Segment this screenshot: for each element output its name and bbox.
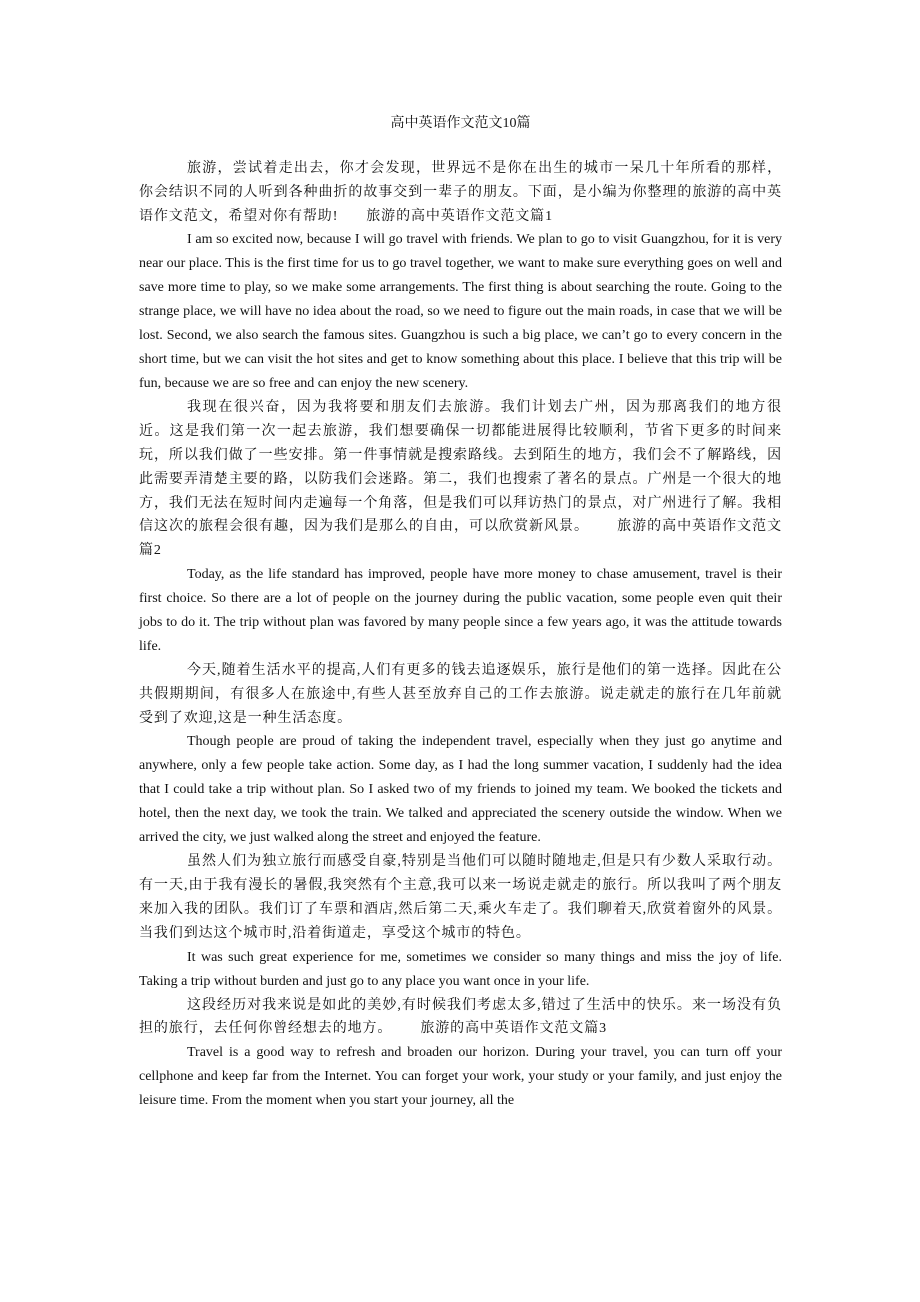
- document-page: [139, 0, 782, 1113]
- section-heading-3: 旅游的高中英语作文范文篇3: [420, 1021, 608, 1037]
- paragraph-essay3-en: Travel is a good way to refresh and broaden our horizon. During your travel, you can turn off your cellphone and keep far from the Internet. You can forget your work, your study or your family, and just enjoy the leisure time. From the moment when you start your journey, all the: [139, 1045, 782, 1109]
- paragraph-text: 旅游，尝试着走出去，你才会发现，世界远不是你在出生的城市一呆几十年所看的那样，你会结识不同的人听到各种曲折的故事交到一辈子的朋友。下面，是小编为你整理的旅游的高中英语作文范文，希望对你有帮助!: [139, 161, 782, 224]
- paragraph-essay2-zh-3: [139, 994, 782, 1042]
- paragraph-essay2-zh-2: 虽然人们为独立旅行而感受自豪,特别是当他们可以随时随地走,但是只有少数人采取行动。有一天,由于我有漫长的暑假,我突然有个主意,我可以来一场说走就走的旅行。所以我叫了两个朋友来加入我的团队。我们订了车票和酒店,然后第二天,乘火车走了。我们聊着天,欣赏着窗外的风景。当我们到达这个城市时,沿着街道走，享受这个城市的特色。: [139, 854, 782, 941]
- paragraph-essay2-en-2: Though people are proud of taking the independent travel, especially when they just go anytime and anywhere, only a few people take action. Some day, as I had the long summer vacation, I suddenly had the idea that I could take a trip without plan. So I asked two of my friends to joined my team. We booked the tickets and hotel, then the next day, we took the train. We talked and appreciated the scenery outside the window. When we arrived the city, we just walked along the street and enjoyed the feature.: [139, 734, 782, 846]
- paragraph-intro-zh: [139, 157, 782, 228]
- document-title: 高中英语作文范文10篇: [390, 116, 531, 131]
- section-heading-1: 旅游的高中英语作文范文篇1: [366, 208, 553, 224]
- paragraph-essay1-en: I am so excited now, because I will go travel with friends. We plan to go to visit Guangzhou, for it is very near our place. This is the first time for us to go travel together, we want to make sure everything goes on well and save more time to play, so we make some arrangements. The first thing is about searching the route. Going to the strange place, we will have no idea about the road, so we need to figure out the main roads, in case that we will be lost. Second, we also search the famous sites. Guangzhou is such a big place, we can’t go to every concern in the short time, but we can visit the hot sites and get to know something about this place. I believe that this trip will be fun, because we are so free and can enjoy the new scenery.: [139, 232, 782, 392]
- document-body: [139, 157, 782, 1113]
- paragraph-text: 我现在很兴奋，因为我将要和朋友们去旅游。我们计划去广州，因为那离我们的地方很近。这是我们第一次一起去旅游，我们想要确保一切都能进展得比较顺利，节省下更多的时间来玩，所以我们做了一些安排。第一件事情就是搜索路线。去到陌生的地方，我们会不了解路线，因此需要弄清楚主要的路，以防我们会迷路。第二，我们也搜索了著名的景点。广州是一个很大的地方，我们无法在短时间内走遍每一个角落，但是我们可以拜访热门的景点，对广州进行了解。我相信这次的旅程会很有趣，因为我们是那么的自由，可以欣赏新风景。: [139, 400, 782, 535]
- paragraph-essay1-zh: [139, 396, 782, 563]
- section-heading-2: 旅游的高中英语作文范文篇2: [139, 519, 782, 559]
- paragraph-essay2-zh-1: 今天,随着生活水平的提高,人们有更多的钱去追逐娱乐，旅行是他们的第一选择。因此在公共假期期间，有很多人在旅途中,有些人甚至放弃自己的工作去旅游。说走就走的旅行在几年前就受到了欢迎,这是一种生活态度。: [139, 662, 782, 726]
- paragraph-text: 这段经历对我来说是如此的美妙,有时候我们考虑太多,错过了生活中的快乐。来一场没有负担的旅行，去任何你曾经想去的地方。: [139, 997, 782, 1037]
- paragraph-essay2-en-3: It was such great experience for me, sometimes we consider so many things and miss the joy of life. Taking a trip without burden and just go to any place you want once in your life.: [139, 949, 782, 989]
- paragraph-essay2-en-1: Today, as the life standard has improved, people have more money to chase amusement, travel is their first choice. So there are a lot of people on the journey during the public vacation, some people even quit their jobs to do it. The trip without plan was favored by many people since a few years ago, it was the attitude towards life.: [139, 566, 782, 654]
